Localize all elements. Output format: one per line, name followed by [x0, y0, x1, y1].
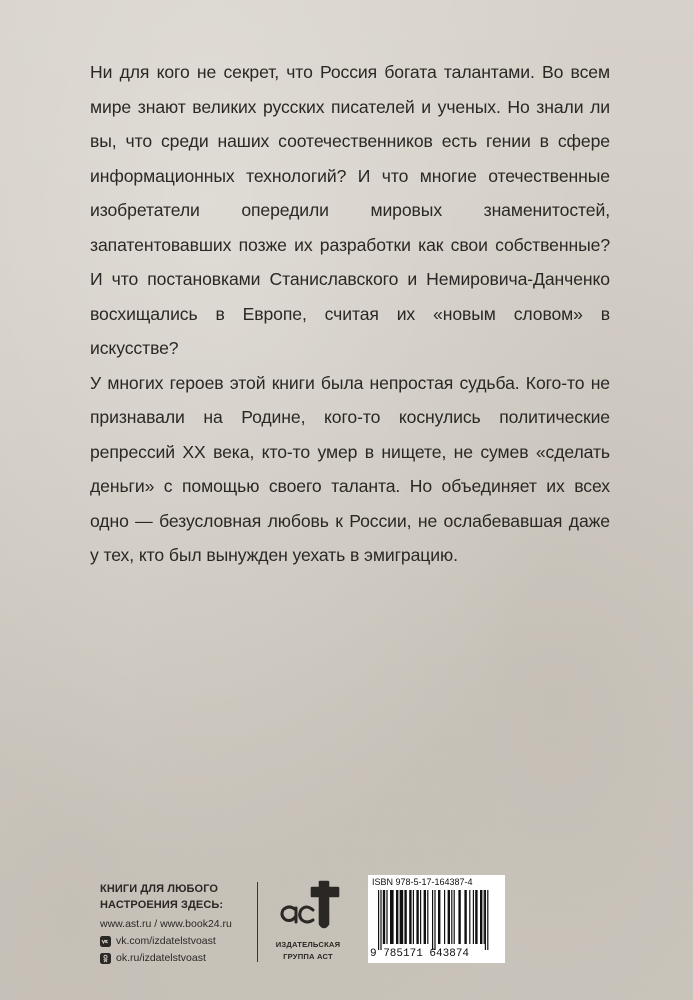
vk-icon — [100, 936, 111, 947]
isbn-text: ISBN 978-5-17-164387-4 — [372, 877, 473, 887]
barcode-bar — [473, 890, 474, 944]
barcode-bar — [383, 890, 385, 944]
barcode-bar — [424, 890, 426, 944]
barcode-bar — [396, 890, 398, 944]
barcode-bar — [434, 890, 435, 950]
annotation-paragraph-2: У многих героев этой книги была непростая судьба. Кого-то не признавали на Родине, кого-то коснулись политические репрессий XX века, кто-то умер в нищете, не сумев «сделать деньги» с помощью своего таланта. Но объединяет их всех одно — безусловная любовь к России, не ослабевавшая даже у тех, кто был вынужден уехать в эмиграцию. — [90, 372, 610, 565]
barcode-bar — [487, 890, 488, 950]
barcode-bar — [451, 890, 452, 944]
barcode-bar — [448, 890, 450, 944]
vertical-divider — [257, 882, 258, 962]
barcode-bar — [458, 890, 460, 944]
ok-icon — [100, 953, 111, 964]
barcode-digits: 9 785171 643874 — [370, 948, 470, 960]
websites-text: www.ast.ru / www.book24.ru — [100, 918, 232, 930]
annotation-paragraph-1: Ни для кого не секрет, что Россия богата талантами. Во всем мире знают великих русских писателей и ученых. Но знали ли вы, что среди наших соотечественников есть гении в сфере информационных технологий? И что многие отечественные изобретатели опередили мировых знаменитостей, запатентовавших позже их разработки как свои собственные? И что постановками Станиславского и Немировича-Данченко восхищались в Европе, считая их «новым словом» в искусстве? — [90, 62, 610, 358]
promo-block — [100, 881, 250, 966]
barcode-bar — [416, 890, 418, 944]
promo-heading-line-2: НАСТРОЕНИЯ ЗДЕСЬ: — [100, 899, 224, 911]
barcode-bar — [432, 890, 433, 950]
barcode-bar — [485, 890, 486, 950]
barcode-bar — [390, 890, 394, 944]
barcode-bar — [464, 890, 466, 944]
publisher-name-line-1: ИЗДАТЕЛЬСКАЯ — [275, 940, 341, 949]
publisher-block — [268, 880, 348, 962]
promo-heading-line-1: КНИГИ ДЛЯ ЛЮБОГО — [100, 883, 219, 895]
barcode-bar — [420, 890, 421, 944]
publisher-name-line-2: ГРУППА АСТ — [283, 952, 333, 961]
barcode-bar — [409, 890, 411, 944]
websites-link[interactable] — [100, 916, 250, 932]
barcode-block — [368, 875, 505, 963]
barcode-bar — [378, 890, 379, 950]
barcode-bar — [400, 890, 404, 944]
barcode-bar — [454, 890, 455, 944]
barcode-bar — [438, 890, 440, 944]
vk-link[interactable] — [100, 933, 250, 949]
barcode-bar — [480, 890, 482, 944]
annotation-text — [90, 55, 610, 573]
barcode-bar — [484, 890, 485, 944]
barcode-bar — [380, 890, 381, 950]
barcode-bar — [386, 890, 387, 944]
barcode-bar — [427, 890, 428, 944]
barcode-bar — [413, 890, 414, 944]
ast-logo — [268, 880, 348, 938]
vk-text: vk.com/izdatelstvoast — [116, 935, 216, 947]
barcode-bar — [469, 890, 470, 944]
barcode-bar — [444, 890, 445, 944]
ok-text: ok.ru/izdatelstvoast — [116, 952, 206, 964]
barcode-bars — [372, 890, 501, 950]
barcode-bar — [475, 890, 477, 944]
barcode-bar — [404, 890, 406, 944]
ok-link[interactable] — [100, 950, 250, 966]
